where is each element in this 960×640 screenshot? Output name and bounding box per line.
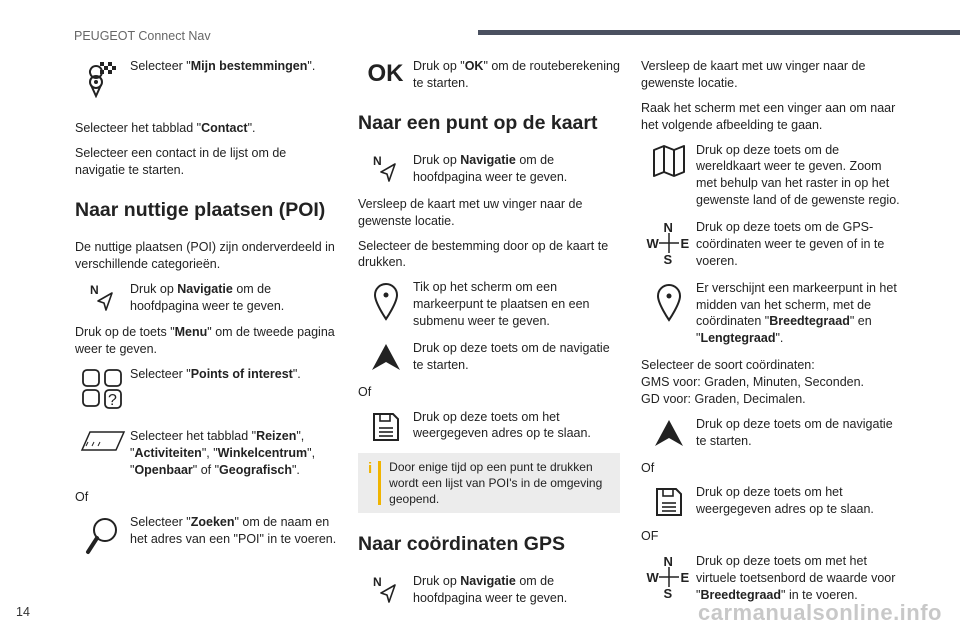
list-item: Tik op het scherm om een markeerpunt te plaatsen en een submenu weer te geven.	[358, 279, 620, 330]
paragraph: Raak het scherm met een vinger aan om naar het volgende afbeelding te gaan.	[641, 100, 896, 132]
list-item: Selecteer "Zoeken" om de naam en het adres van een "POI" in te voeren.	[75, 514, 337, 556]
list-item: Er verschijnt een markeerpunt in het midden van het scherm, met de coördinaten "Breedtegraad" en "Lengtegraad".	[641, 280, 903, 348]
column-1: Selecteer "Mijn bestemmingen". Selecteer het tabblad "Contact". Selecteer een contact in de lijst om de navigatie te starten. Naar nuttige plaatsen (POI) De nuttige plaatsen (POI) zijn onderverdeeld in verschillende categorieën. N Druk op Navigatie om de hoofdpagina weer te geven. Druk op de toets "Menu" om de tweede pagina weer te geven. ? Selecteer "Points of interest". Selecteer het tabblad "Reizen", "Activiteiten", "Winkelcentrum", "Openbaar" of "Geografisch". Of Selecteer "Zoeken" om de naam en het adres van een "POI" in te voeren.	[75, 58, 337, 566]
map-pin-icon	[372, 281, 400, 321]
section-title-poi: Naar nuttige plaatsen (POI)	[75, 198, 326, 221]
info-note: i Door enige tijd op een punt te drukken wordt een lijst van POI's in de omgeving geopend.	[358, 453, 620, 514]
section-title-gps: Naar coördinaten GPS	[358, 533, 565, 556]
list-item: ? Selecteer "Points of interest".	[75, 366, 337, 410]
svg-text:N: N	[372, 154, 382, 169]
compass-icon: N W E S	[646, 554, 690, 602]
list-item: Druk op deze toets om de wereldkaart weer te geven. Zoom met behulp van het raster in op het gewenste land of de gewenste regio.	[641, 142, 903, 210]
list-item: Selecteer "Mijn bestemmingen".	[75, 58, 337, 98]
magnifier-icon	[85, 516, 121, 556]
paragraph: Selecteer de soort coördinaten:	[641, 358, 815, 373]
list-item: N Druk op Navigatie om de hoofdpagina weer te geven.	[372, 574, 568, 606]
checkered-flag-pin-icon	[88, 60, 118, 98]
paragraph: Selecteer de bestemming door op de kaart te drukken.	[358, 238, 609, 270]
list-item: Selecteer het tabblad "Reizen", "Activiteiten", "Winkelcentrum", "Openbaar" of "Geografisch".	[75, 428, 337, 479]
start-navigation-icon	[653, 418, 685, 448]
paragraph: GMS voor: Graden, Minuten, Seconden.	[641, 375, 865, 389]
ruler-icon	[80, 430, 126, 452]
map-pin-icon	[655, 282, 683, 322]
list-item: OK Druk op "OK" om de routeberekening te starten.	[367, 59, 620, 90]
header-bar	[478, 30, 960, 35]
start-navigation-icon	[370, 342, 402, 372]
section-title-map-point: Naar een punt op de kaart	[358, 111, 598, 134]
list-item: Druk op deze toets om het weergegeven adres op te slaan.	[641, 484, 903, 518]
paragraph: Selecteer een contact in de lijst om de navigatie te starten.	[75, 145, 287, 177]
list-item: N W E S Druk op deze toets om de GPS-coördinaten weer te geven of in te voeren.	[646, 220, 885, 268]
world-map-icon	[652, 144, 686, 178]
paragraph: Versleep de kaart met uw vinger naar de gewenste locatie.	[358, 196, 583, 228]
paragraph: GD voor: Graden, Decimalen.	[641, 391, 806, 406]
watermark: carmanualsonline.info	[698, 600, 942, 625]
list-item: Druk op deze toets om de navigatie te starten.	[641, 416, 903, 450]
list-item: Druk op deze toets om het weergegeven adres op te slaan.	[358, 409, 620, 443]
svg-text:?: ?	[107, 392, 117, 410]
info-icon: i	[368, 459, 373, 477]
column-2	[358, 58, 620, 617]
compass-icon: N W E S	[646, 220, 690, 267]
or-label: Of	[75, 489, 89, 504]
svg-text:N: N	[89, 282, 99, 297]
poi-categories-icon	[81, 368, 125, 410]
list-item: Druk op deze toets om de navigatie te starten.	[358, 340, 620, 374]
page-number: 14	[16, 605, 30, 619]
ok-icon: OK	[367, 60, 404, 87]
list-item: N W E S Druk op deze toets om met het virtuele toetsenbord de waarde voor "Breedtegraad" in te voeren.	[646, 554, 896, 602]
page-header: PEUGEOT Connect Nav	[74, 29, 211, 43]
save-icon	[371, 411, 401, 443]
list-item: N Druk op Navigatie om de hoofdpagina weer te geven.	[89, 281, 285, 313]
column-3	[641, 58, 903, 614]
navigation-arrow-icon	[373, 154, 399, 184]
svg-text:N: N	[372, 575, 382, 590]
save-icon	[654, 486, 684, 518]
or-label: Of	[641, 460, 655, 475]
paragraph: De nuttige plaatsen (POI) zijn onderverdeeld in verschillende categorieën.	[75, 239, 335, 271]
or-label: OF	[641, 529, 659, 544]
navigation-arrow-icon	[90, 283, 116, 313]
or-label: Of	[358, 384, 372, 399]
navigation-arrow-icon	[373, 575, 399, 605]
paragraph: Versleep de kaart met uw vinger naar de gewenste locatie.	[641, 59, 866, 90]
list-item: N Druk op Navigatie om de hoofdpagina weer te geven.	[372, 153, 568, 184]
